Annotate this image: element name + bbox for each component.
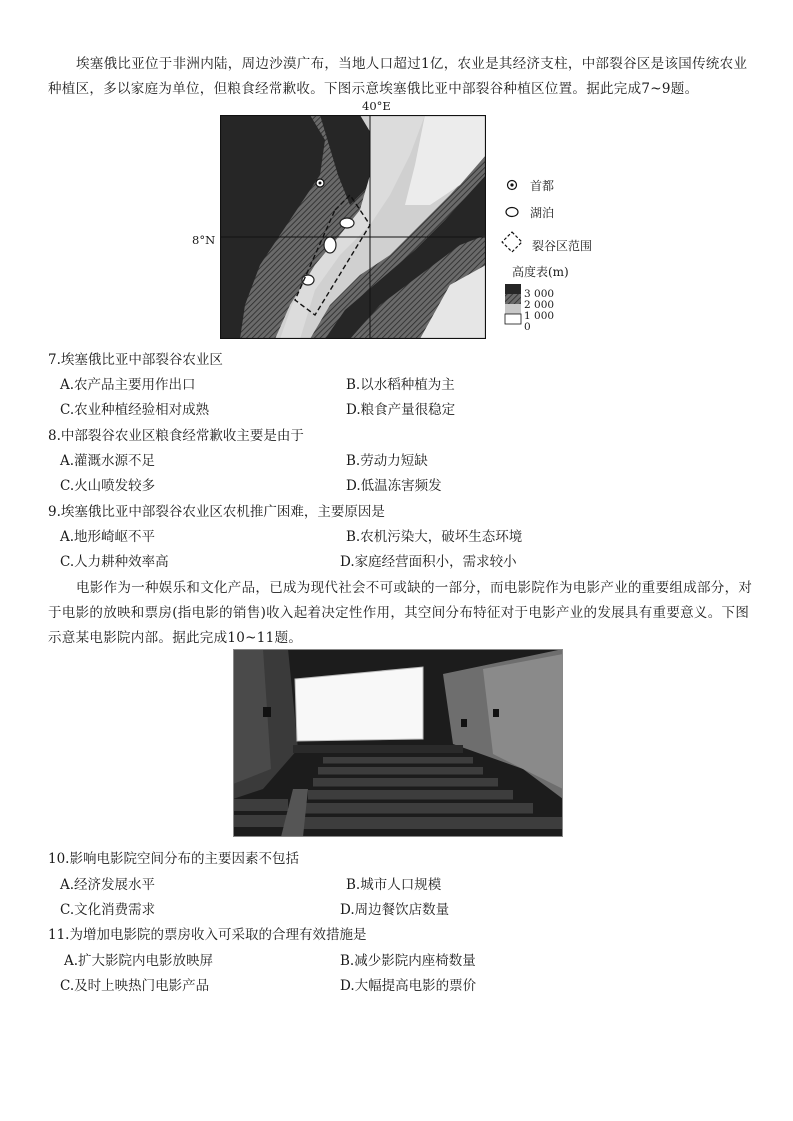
question-8-option-b: B.劳动力短缺 <box>346 453 428 469</box>
question-7-option-b: B.以水稻种植为主 <box>346 377 455 393</box>
latitude-label: 8°N <box>192 233 216 247</box>
passage-1: 埃塞俄比亚位于非洲内陆，周边沙漠广布，当地人口超过1亿，农业是其经济支柱，中部裂谷区是该国传统农业种植区，多以家庭为单位，但粮食经常歉收。下图示意埃塞俄比亚中部裂谷种植区位置。据此完成7~9题。 <box>48 56 748 97</box>
elevation-swatch-base <box>505 314 521 324</box>
question-11-option-c: C.及时上映热门电影产品 <box>60 978 210 994</box>
question-10-option-b: B.城市人口规模 <box>346 877 442 893</box>
question-10-option-c: C.文化消费需求 <box>60 902 156 918</box>
cinema-screen <box>295 667 423 741</box>
elevation-swatch-low <box>505 304 521 314</box>
elevation-tick: 2 000 <box>524 299 555 311</box>
question-9-stem: 9.埃塞俄比亚中部裂谷农业区农机推广困难，主要原因是 <box>48 504 385 520</box>
question-7-stem: 7.埃塞俄比亚中部裂谷农业区 <box>48 352 223 368</box>
question-8-option-a: A.灌溉水源不足 <box>60 453 156 469</box>
elevation-tick: 0 <box>524 321 531 333</box>
speaker <box>493 709 499 717</box>
question-11-option-b: B.减少影院内座椅数量 <box>340 953 476 969</box>
lake <box>340 218 354 228</box>
question-7-option-d: D.粮食产量很稳定 <box>346 402 456 418</box>
question-11-option-d: D.大幅提高电影的票价 <box>340 978 477 994</box>
question-11-option-a: A.扩大影院内电影放映屏 <box>64 953 214 969</box>
legend-elevation-title: 高度表(m) <box>512 265 569 279</box>
question-7-option-c: C.农业种植经验相对成熟 <box>60 402 210 418</box>
legend-rift-label: 裂谷区范围 <box>532 239 593 253</box>
rift-legend-icon <box>502 232 522 252</box>
elevation-tick: 3 000 <box>524 288 555 300</box>
question-9-option-c: C.人力耕种效率高 <box>60 554 169 570</box>
question-11-stem: 11.为增加电影院的票房收入可采取的合理有效措施是 <box>48 927 367 943</box>
question-7-option-a: A.农产品主要用作出口 <box>60 377 196 393</box>
elevation-tick: 1 000 <box>524 310 555 322</box>
question-8-option-c: C.火山喷发较多 <box>60 478 156 494</box>
elevation-swatch-high <box>505 284 521 294</box>
speaker <box>263 707 271 717</box>
cinema-interior-photo <box>233 649 563 837</box>
rift-valley-map <box>220 115 486 339</box>
question-8-option-d: D.低温冻害频发 <box>346 478 442 494</box>
question-9-option-b: B.农机污染大，破坏生态环境 <box>346 529 523 545</box>
passage-2: 电影作为一种娱乐和文化产品，已成为现代社会不可或缺的一部分，而电影院作为电影产业的重要组成部分，对于电影的放映和票房(指电影的销售)收入起着决定性作用，其空间分布特征对于电影产业的发展具有重要意义。下图示意某电影院内部。据此完成10~11题。 <box>48 580 753 646</box>
lake <box>324 237 336 253</box>
legend-capital-label: 首都 <box>530 179 555 193</box>
legend-lake-label: 湖泊 <box>530 206 555 220</box>
question-9-option-a: A.地形崎岖不平 <box>60 529 156 545</box>
speaker <box>461 719 467 727</box>
question-10-option-d: D.周边餐饮店数量 <box>340 902 450 918</box>
question-10-stem: 10.影响电影院空间分布的主要因素不包括 <box>48 851 299 867</box>
question-9-option-d: D.家庭经营面积小，需求较小 <box>340 554 517 570</box>
question-10-option-a: A.经济发展水平 <box>60 877 156 893</box>
longitude-label: 40°E <box>362 99 391 113</box>
lake-legend-icon <box>506 208 518 217</box>
question-8-stem: 8.中部裂谷农业区粮食经常歉收主要是由于 <box>48 428 304 444</box>
